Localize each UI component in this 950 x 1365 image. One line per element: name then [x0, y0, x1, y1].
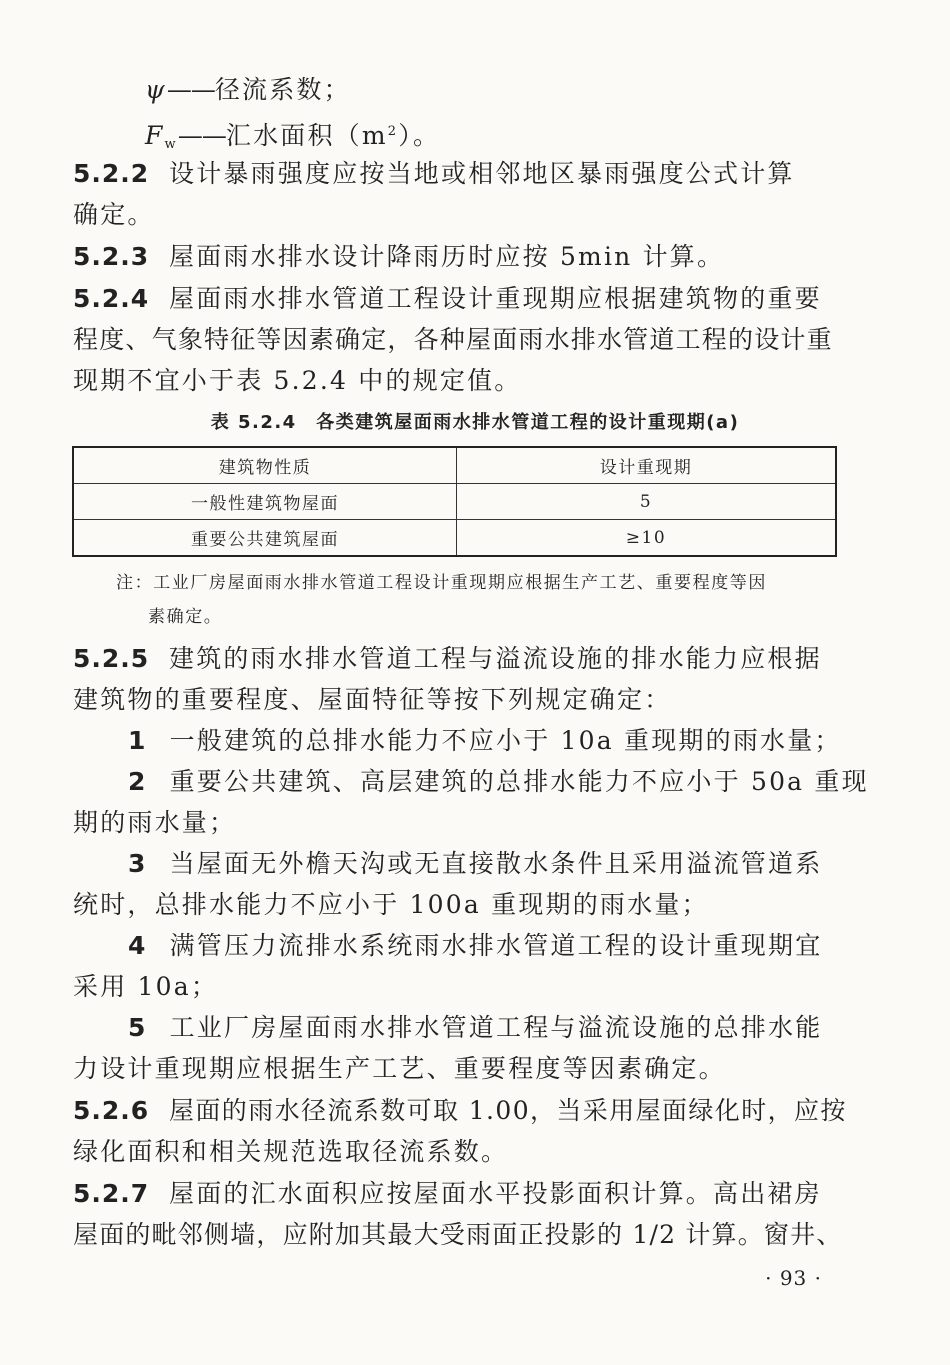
clause-number: 5.2.7	[73, 1179, 150, 1208]
table-note-continued: 素确定。	[148, 607, 223, 627]
clause-number: 5.2.5	[73, 644, 150, 673]
clause-text: 建筑的雨水排水管道工程与溢流设施的排水能力应根据	[169, 644, 822, 673]
symbol-subscript: w	[164, 137, 178, 152]
clause-5-2-4	[73, 284, 822, 314]
table-header: 设计重现期	[457, 447, 837, 484]
table-cell: ≥10	[457, 520, 837, 557]
list-item-1	[128, 726, 842, 756]
item-line: 力设计重现期应根据生产工艺、重要程度等因素确定。	[73, 1054, 726, 1083]
definition-dash: ——	[177, 121, 226, 150]
clause-text: 屋面雨水排水管道工程设计重现期应根据建筑物的重要	[169, 284, 822, 313]
clause-5-2-3	[73, 242, 724, 272]
definition-dash: ——	[166, 75, 215, 104]
table-note: 注：工业厂房屋面雨水排水管道工程设计重现期应根据生产工艺、重要程度等因	[116, 573, 767, 593]
definition-text: 径流系数；	[214, 75, 351, 104]
clause-5-2-5	[73, 644, 822, 674]
clause-line: 屋面的毗邻侧墙，应附加其最大受雨面正投影的 1/2 计算。窗井、	[73, 1220, 843, 1249]
clause-number: 5.2.3	[73, 242, 150, 271]
table-header-row	[73, 447, 836, 484]
item-line: 采用 10a；	[73, 972, 219, 1001]
symbol-psi: ψ	[145, 75, 167, 104]
list-item-2	[128, 767, 869, 797]
clause-text: 屋面雨水排水设计降雨历时应按 5min 计算。	[169, 242, 725, 271]
item-text: 满管压力流排水系统雨水排水管道工程的设计重现期宜	[169, 931, 823, 960]
clause-line: 现期不宜小于表 5.2.4 中的规定值。	[73, 366, 522, 395]
table-header: 建筑物性质	[73, 447, 457, 484]
clause-5-2-7	[73, 1179, 822, 1209]
clause-line: 确定。	[73, 200, 155, 229]
table-cell: 重要公共建筑屋面	[73, 520, 457, 557]
clause-line: 绿化面积和相关规范选取径流系数。	[73, 1137, 509, 1166]
item-number: 5	[128, 1013, 148, 1042]
clause-5-2-2	[73, 159, 795, 189]
definition-psi	[145, 75, 351, 105]
item-number: 4	[128, 931, 148, 960]
definition-text: 汇水面积（m	[225, 121, 388, 150]
clause-text: 屋面的汇水面积应按屋面水平投影面积计算。高出裙房	[169, 1179, 822, 1208]
design-return-period-table	[72, 446, 837, 557]
clause-line: 建筑物的重要程度、屋面特征等按下列规定确定：	[73, 685, 672, 714]
item-number: 2	[128, 767, 148, 796]
page-number: · 93 ·	[765, 1266, 822, 1290]
table-caption: 表 5.2.4 各类建筑屋面雨水排水管道工程的设计重现期(a)	[210, 412, 740, 433]
clause-text: 屋面的雨水径流系数可取 1.00，当采用屋面绿化时，应按	[169, 1096, 847, 1125]
clause-number: 5.2.2	[73, 159, 150, 188]
clause-5-2-6	[73, 1096, 847, 1126]
definition-text-end: ）。	[398, 121, 441, 150]
item-text: 工业厂房屋面雨水排水管道工程与溢流设施的总排水能	[169, 1013, 823, 1042]
clause-line: 程度、气象特征等因素确定，各种屋面雨水排水管道工程的设计重	[73, 325, 833, 354]
symbol-f: F	[145, 121, 165, 150]
clause-number: 5.2.6	[73, 1096, 150, 1125]
superscript: 2	[387, 124, 399, 139]
clause-number: 5.2.4	[73, 284, 150, 313]
item-text: 当屋面无外檐天沟或无直接散水条件且采用溢流管道系	[169, 849, 823, 878]
item-number: 1	[128, 726, 148, 755]
item-text: 一般建筑的总排水能力不应小于 10a 重现期的雨水量；	[169, 726, 842, 755]
table-row	[73, 520, 836, 557]
table-cell: 5	[457, 484, 837, 520]
item-line: 期的雨水量；	[73, 808, 237, 837]
list-item-3	[128, 849, 822, 879]
clause-text: 设计暴雨强度应按当地或相邻地区暴雨强度公式计算	[169, 159, 795, 188]
list-item-4	[128, 931, 822, 961]
table-cell: 一般性建筑物屋面	[73, 484, 457, 520]
list-item-5	[128, 1013, 822, 1043]
item-text: 重要公共建筑、高层建筑的总排水能力不应小于 50a 重现	[169, 767, 869, 796]
item-line: 统时，总排水能力不应小于 100a 重现期的雨水量；	[73, 890, 709, 919]
item-number: 3	[128, 849, 148, 878]
definition-fw	[145, 117, 440, 160]
table-row	[73, 484, 836, 520]
